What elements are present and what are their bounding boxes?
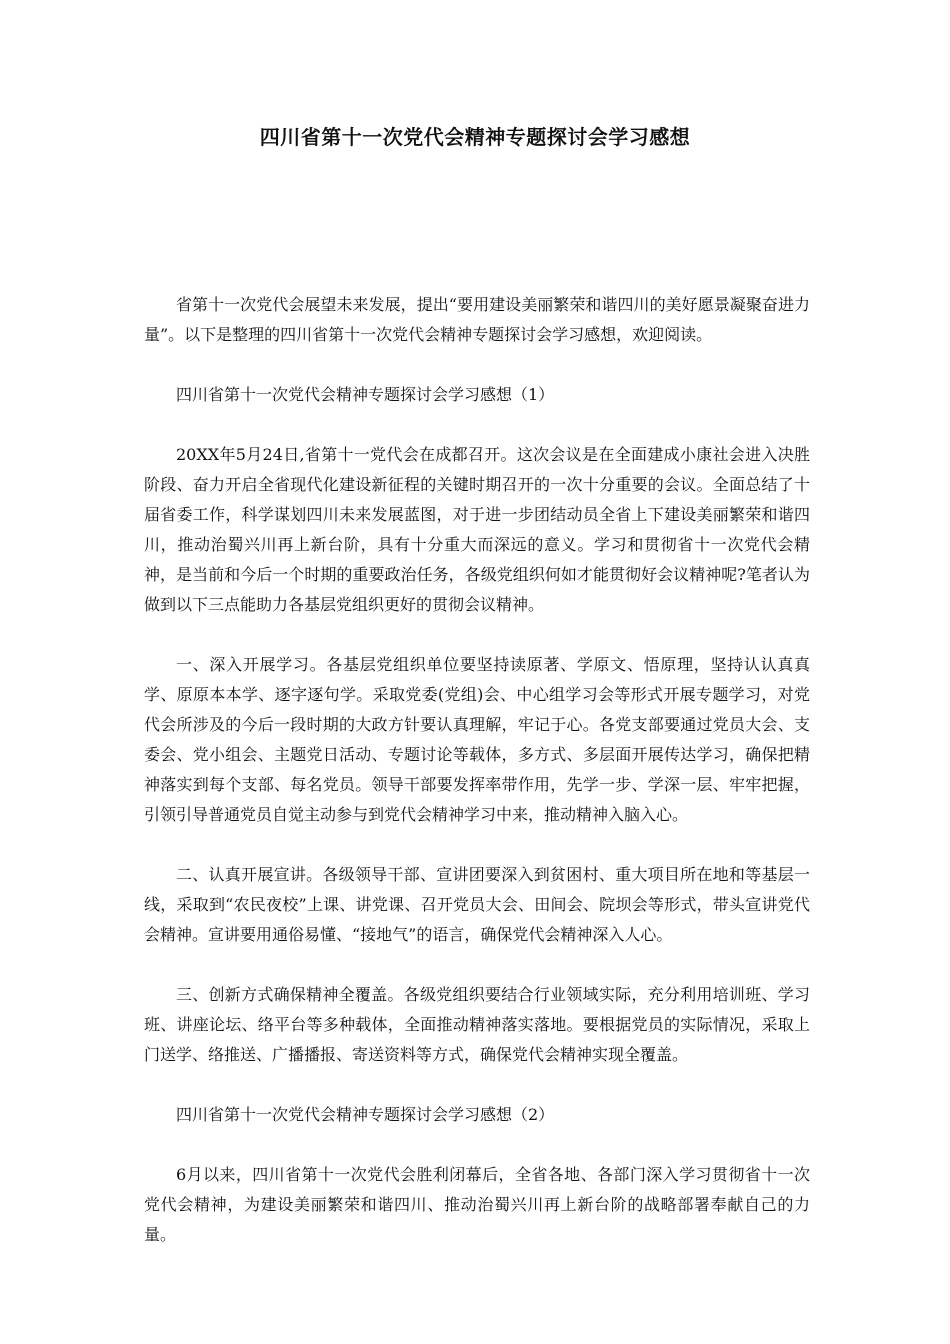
body-paragraph: 20XX年5月24日,省第十一党代会在成都召开。这次会议是在全面建成小康社会进入决胜阶段、奋力开启全省现代化建设新征程的关键时期召开的一次十分重要的会议。全面总结了十届省委工作，科学谋划四川未来发展蓝图，对于进一步团结动员全省上下建设美丽繁荣和谐四川，推动治蜀兴川再上新台阶，具有十分重大而深远的意义。学习和贯彻省十一次党代会精神，是当前和今后一个时期的重要政治任务，各级党组织何如才能贯彻好会议精神呢?笔者认为做到以下三点能助力各基层党组织更好的贯彻会议精神。 bbox=[144, 445, 810, 614]
body-paragraph: 三、创新方式确保精神全覆盖。各级党组织要结合行业领域实际，充分利用培训班、学习班、讲座论坛、络平台等多种载体，全面推动精神落实落地。要根据党员的实际情况，采取上门送学、络推送、广播播报、寄送资料等方式，确保党代会精神实现全覆盖。 bbox=[144, 985, 810, 1064]
intro-paragraph: 省第十一次党代会展望未来发展，提出“要用建设美丽繁荣和谐四川的美好愿景凝聚奋进力量”。以下是整理的四川省第十一次党代会精神专题探讨会学习感想，欢迎阅读。 bbox=[144, 295, 810, 344]
body-paragraph: 二、认真开展宣讲。各级领导干部、宣讲团要深入到贫困村、重大项目所在地和等基层一线，采取到“农民夜校”上课、讲党课、召开党员大会、田间会、院坝会等形式，带头宣讲党代会精神。宣讲要用通俗易懂、“接地气”的语言，确保党代会精神深入人心。 bbox=[144, 865, 810, 944]
body-paragraph: 6月以来，四川省第十一次党代会胜利闭幕后，全省各地、各部门深入学习贯彻省十一次党代会精神，为建设美丽繁荣和谐四川、推动治蜀兴川再上新台阶的战略部署奉献自己的力量。 bbox=[144, 1165, 810, 1244]
document-body bbox=[144, 290, 810, 1280]
section-heading-2: 四川省第十一次党代会精神专题探讨会学习感想（2） bbox=[176, 1105, 555, 1124]
document-title: 四川省第十一次党代会精神专题探讨会学习感想 bbox=[259, 125, 691, 149]
body-paragraph: 一、深入开展学习。各基层党组织单位要坚持读原著、学原文、悟原理，坚持认认真真学、原原本本学、逐字逐句学。采取党委(党组)会、中心组学习会等形式开展专题学习，对党代会所涉及的今后一段时期的大政方针要认真理解，牢记于心。各党支部要通过党员大会、支委会、党小组会、主题党日活动、专题讨论等载体，多方式、多层面开展传达学习，确保把精神落实到每个支部、每名党员。领导干部要发挥率带作用，先学一步、学深一层、牢牢把握，引领引导普通党员自觉主动参与到党代会精神学习中来，推动精神入脑入心。 bbox=[144, 655, 810, 824]
section-heading-1: 四川省第十一次党代会精神专题探讨会学习感想（1） bbox=[176, 385, 555, 404]
